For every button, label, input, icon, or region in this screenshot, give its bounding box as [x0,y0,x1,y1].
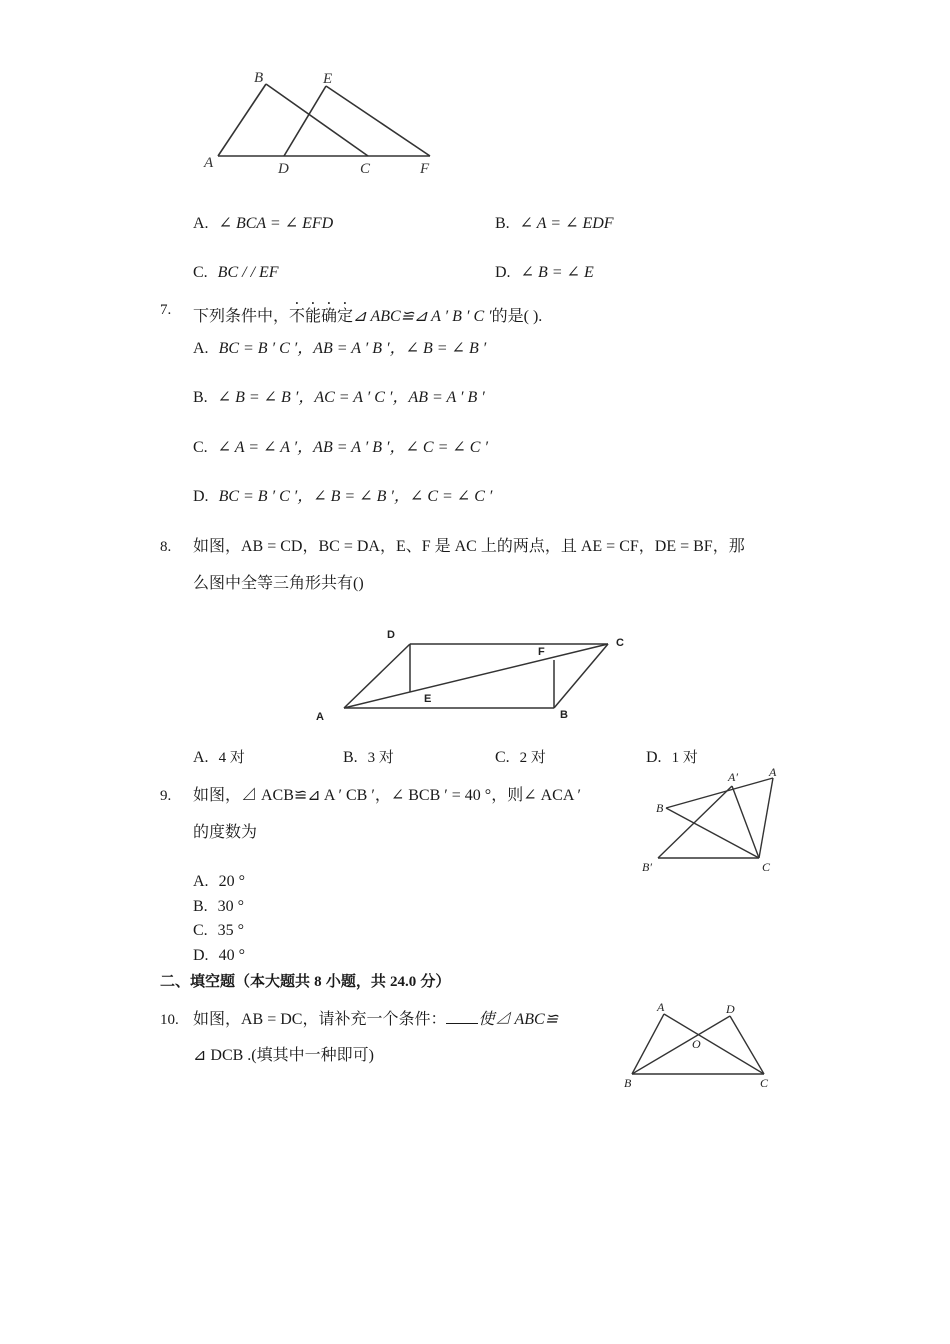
q10-answer-blank[interactable] [446,1009,478,1024]
q6-option-d-text: ∠ B = ∠ E [520,264,594,281]
q9-option-c-text: 35 ° [217,922,245,939]
q8-option-a[interactable] [193,747,245,769]
fig10-label-a: A [657,1000,665,1014]
q7-option-c-text: ∠ A = ∠ A ′，AB = A ′ B ′，∠ C = ∠ C ′ [217,439,488,456]
q9-stem-line1-text: 如图，⊿ ACB≌⊿ A ′ CB ′，∠ BCB ′ = 40 °，则∠ ACA ′ [193,787,581,804]
fig9-label-a: A [769,765,777,779]
q6-option-b-label: B. [495,215,510,232]
q8-stem-line2: 么图中全等三角形共有() [193,575,364,592]
q10-stem-line1 [193,1009,558,1031]
fig10-label-b: B [624,1076,632,1090]
q9-option-b-label: B. [193,898,208,915]
q7-option-a-label: A. [193,340,209,357]
q6-option-b-text: ∠ A = ∠ EDF [519,215,614,232]
triangle-figure-q10 [620,998,780,1094]
q6-option-a-text: ∠ BCA = ∠ EFD [218,215,334,232]
q9-stem-line1 [193,785,581,807]
q9-option-b[interactable] [193,896,244,918]
triangle-figure-q6 [200,66,445,186]
q10-number: 10. [160,1012,179,1028]
q6-option-a[interactable] [193,213,333,235]
q7-stem-math: ⊿ ABC≌⊿ A ′ B ′ C ′ [353,308,492,325]
fig6-label-b: B [254,70,264,86]
q9-option-c[interactable] [193,920,244,942]
fig10-label-o: O [692,1037,701,1051]
fig10-label-c: C [760,1076,769,1090]
fig6-label-a: A [204,155,214,171]
q10-stem-line2: ⊿ DCB .(填其中一种即可) [193,1047,374,1064]
q10-stem-suffix: 使⊿ ABC≌ [478,1011,559,1028]
section-score: 24.0 [390,974,417,990]
parallelogram-figure-q8 [310,626,635,726]
q7-number: 7. [160,302,172,318]
q9-option-d[interactable] [193,945,245,967]
q7-option-c-label: C. [193,439,208,456]
q9-option-a-label: A. [193,873,209,890]
q7-stem [193,299,542,328]
q8-option-b[interactable] [343,747,394,769]
q8-option-c-label: C. [495,749,510,766]
q8-stem-line1: 如图，AB = CD，BC = DA，E、F 是 AC 上的两点，且 AE = CF，DE = BF，那 [193,538,745,555]
q7-option-b-label: B. [193,389,208,406]
q6-option-d-label: D. [495,264,511,281]
q7-option-a-text: BC = B ′ C ′，AB = A ′ B ′，∠ B = ∠ B ′ [218,340,487,357]
fig6-label-e: E [323,71,333,87]
fig8-label-a: A [316,711,324,723]
q7-stem-prefix: 下列条件中， [193,308,290,325]
q7-stem-suffix: 的是( ). [491,308,543,325]
q8-option-c-text: 2 对 [519,750,546,766]
q6-option-c[interactable] [193,262,279,284]
q7-stem-emphasis: 不能确定 [289,308,354,325]
fig8-label-e: E [424,693,432,705]
q7-option-d[interactable] [193,486,492,508]
q9-option-d-label: D. [193,947,209,964]
q7-option-b-text: ∠ B = ∠ B ′，AC = A ′ C ′，AB = A ′ B ′ [217,389,485,406]
q9-option-b-text: 30 ° [217,898,245,915]
q9-option-a[interactable] [193,871,245,893]
q10-stem-prefix: 如图，AB = DC，请补充一个条件： [193,1011,447,1028]
q8-option-a-label: A. [193,749,209,766]
fig8-label-c: C [616,637,624,649]
q7-option-d-label: D. [193,488,209,505]
q8-number: 8. [160,539,172,555]
q8-option-b-label: B. [343,749,358,766]
q7-option-a[interactable] [193,338,486,360]
fig6-label-d: D [278,161,289,177]
fig9-label-b: B [656,801,664,815]
fig6-label-f: F [420,161,430,177]
triangle-figure-q9 [640,765,785,878]
q7-option-d-text: BC = B ′ C ′，∠ B = ∠ B ′，∠ C = ∠ C ′ [218,488,493,505]
fig8-label-f: F [538,646,545,658]
q6-option-b[interactable] [495,213,614,235]
section-question-count: 8 [314,974,322,990]
fig9-label-a-prime: A′ [728,770,738,784]
section-heading-fill-in [160,971,450,993]
q9-option-a-text: 20 ° [218,873,245,890]
q6-option-c-label: C. [193,264,208,281]
q9-option-c-label: C. [193,922,208,939]
fig9-label-b-prime: B′ [642,860,652,874]
q9-number: 9. [160,788,172,804]
q8-option-a-text: 4 对 [218,750,245,766]
q7-option-c[interactable] [193,437,488,459]
q7-option-b[interactable] [193,387,485,409]
fig8-label-d: D [387,629,395,641]
q8-option-d-text: 1 对 [671,750,698,766]
q6-option-d[interactable] [495,262,594,284]
q6-option-c-text: BC / / EF [217,264,279,281]
q9-stem-line2: 的度数为 [193,824,258,841]
q8-option-d[interactable] [646,747,698,769]
fig10-label-d: D [726,1002,735,1016]
q8-option-c[interactable] [495,747,546,769]
q6-option-a-label: A. [193,215,209,232]
q8-option-b-text: 3 对 [367,750,394,766]
section-title-mid: 小题，共 [321,973,391,990]
q9-option-d-text: 40 ° [218,947,245,964]
section-title-prefix: 二、填空题（本大题共 [160,973,315,990]
fig9-label-c: C [762,860,771,874]
fig8-label-b: B [560,709,568,721]
section-title-suffix: 分） [416,973,451,990]
q8-option-d-label: D. [646,749,662,766]
fig6-label-c: C [360,161,371,177]
